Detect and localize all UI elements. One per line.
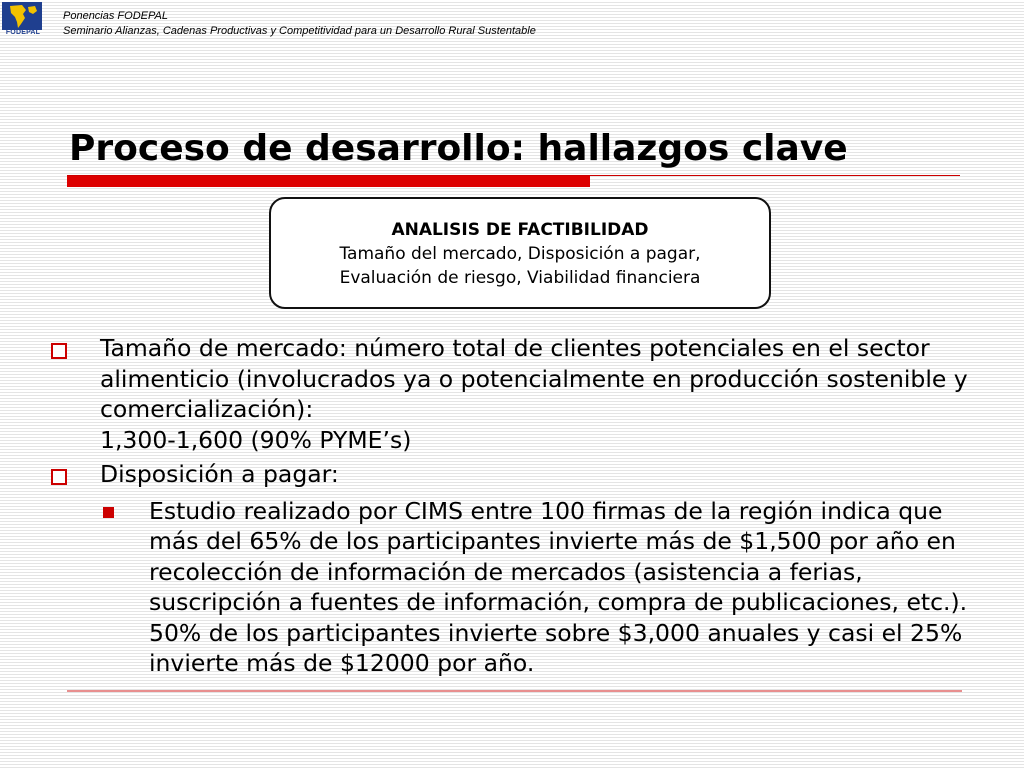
list-item-value: 1,300-1,600 (90% PYME’s): [100, 425, 412, 454]
hollow-square-bullet-icon: [51, 469, 67, 485]
sub-list-item: [47, 496, 977, 679]
hollow-square-bullet-icon: [51, 343, 67, 359]
callout-line-2: Evaluación de riesgo, Viabilidad financiera: [339, 268, 701, 288]
sub-list-item-text: Estudio realizado por CIMS entre 100 firmas de la región indica que más del 65% de los participantes invierte más de $1,500 por año en recolección de información de mercados (asistencia a ferias, suscripción a fuentes de información, compra de publicaciones, etc.). 50% de los participantes invierte sobre $3,000 anuales y casi el 25% invierte más de $12000 por año.: [149, 496, 968, 677]
list-item: [47, 459, 977, 490]
bullet-list: [47, 333, 977, 679]
slide-header: [63, 9, 536, 39]
callout-line-1: Tamaño del mercado, Disposición a pagar,: [339, 244, 701, 264]
fodepal-logo: [2, 2, 42, 38]
header-line-2: Seminario Alianzas, Cadenas Productivas y Competitividad para un Desarrollo Rural Sustentable: [63, 25, 536, 37]
factibilidad-callout: [269, 197, 771, 309]
list-item: [47, 333, 977, 455]
title-accent-bar: [67, 176, 590, 187]
slide-title: Proceso de desarrollo: hallazgos clave: [69, 128, 848, 169]
filled-square-bullet-icon: [103, 507, 114, 518]
logo-text: FODEPAL: [5, 29, 41, 36]
callout-title: ANALISIS DE FACTIBILIDAD: [391, 220, 649, 240]
header-line-1: Ponencias FODEPAL: [63, 10, 168, 22]
list-item-text: Tamaño de mercado: número total de clientes potenciales en el sector alimenticio (involucrados ya o potencialmente en producción sostenible y comercialización):: [100, 334, 968, 423]
logo-emblem-icon: [2, 2, 42, 30]
footer-divider: [67, 690, 962, 692]
list-item-text: Disposición a pagar:: [100, 460, 339, 488]
